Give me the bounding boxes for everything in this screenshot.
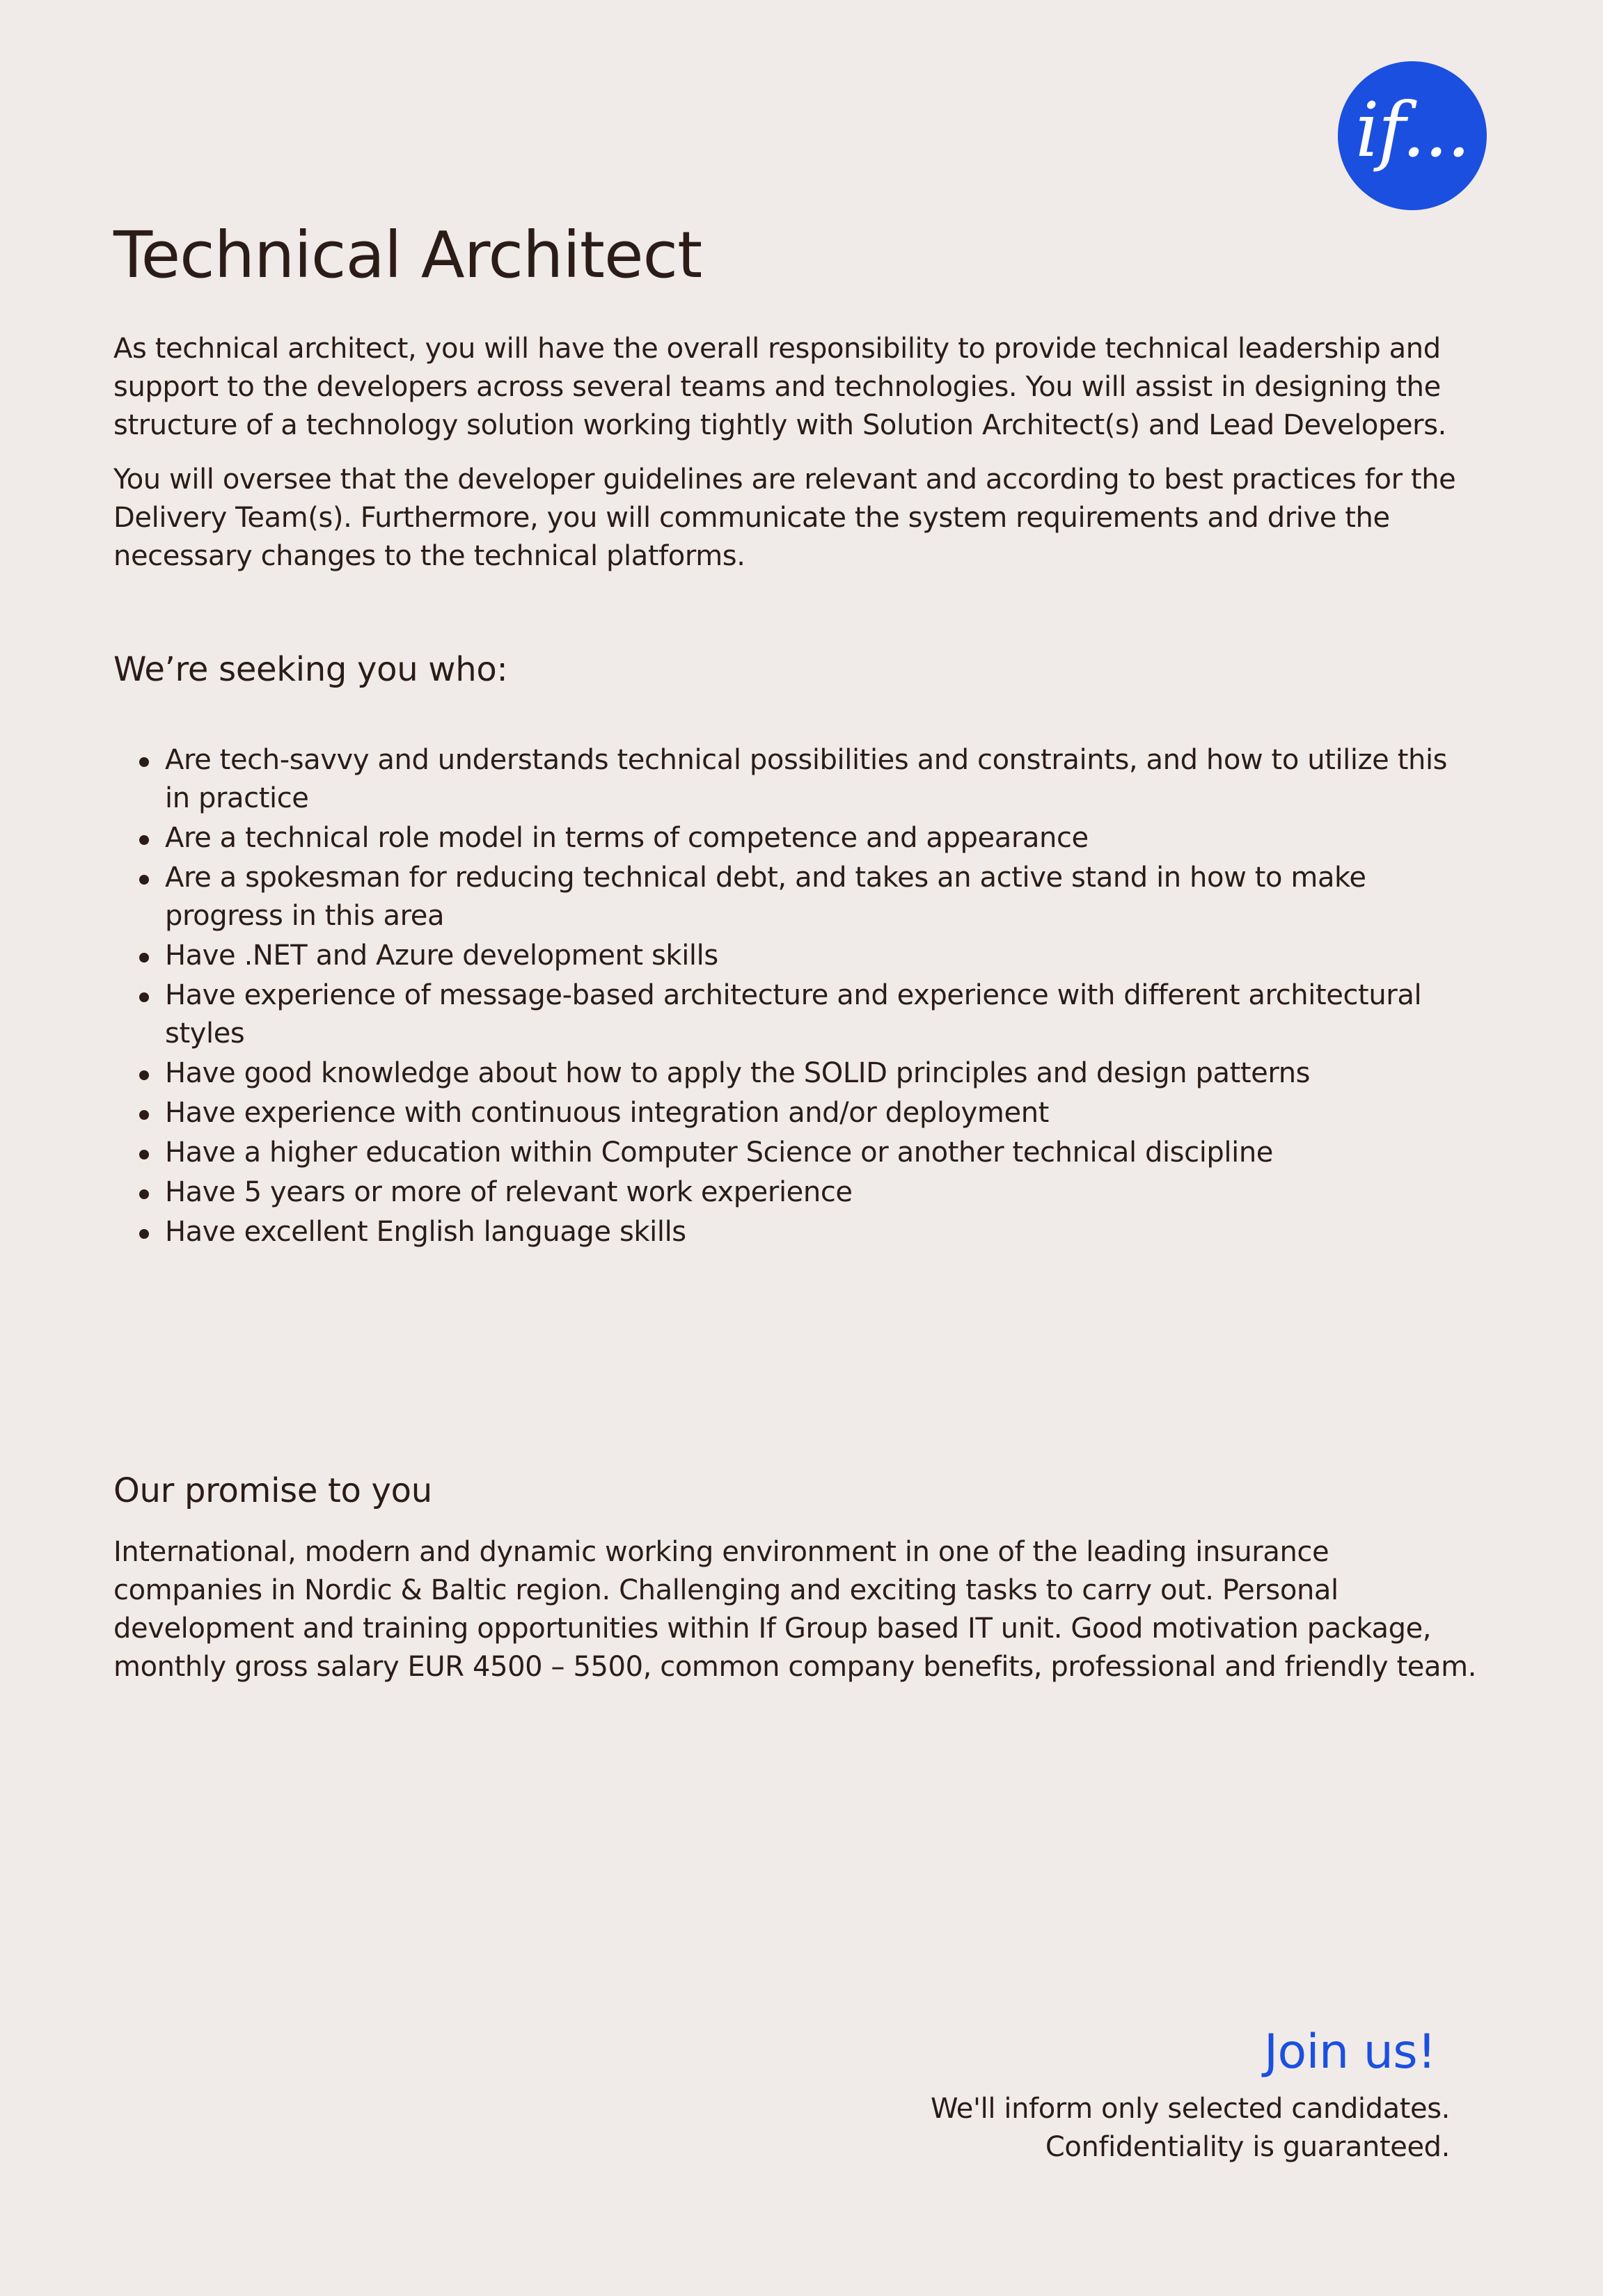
selection-note: We'll inform only selected candidates. bbox=[931, 2093, 1450, 2125]
page-title: Technical Architect bbox=[113, 218, 702, 292]
promise-heading: Our promise to you bbox=[113, 1471, 432, 1510]
list-item: Have experience of message-based architecture and experience with different architectural styles bbox=[165, 976, 1480, 1053]
company-logo bbox=[1338, 61, 1487, 210]
list-item: Are a technical role model in terms of competence and appearance bbox=[165, 819, 1480, 857]
list-item: Have .NET and Azure development skills bbox=[165, 937, 1480, 975]
logo-text: if... bbox=[1355, 87, 1469, 174]
list-item: Have good knowledge about how to apply the SOLID principles and design patterns bbox=[165, 1054, 1480, 1093]
intro-paragraph-1: As technical architect, you will have the overall responsibility to provide technical leadership and support to the developers across several teams and technologies. You will assist in designing the structure of a technology solution working tightly with Solution Architect(s) and Lead Developers. bbox=[113, 333, 1446, 441]
join-us-heading: Join us! bbox=[1263, 2025, 1436, 2080]
promise-text: International, modern and dynamic working environment in one of the leading insurance companies in Nordic & Baltic region. Challenging and exciting tasks to carry out. Personal development and training opportunities within If Group based IT unit. Good motivation package, monthly gross salary EUR 4500 – 5500, common company benefits, professional and friendly team. bbox=[113, 1536, 1477, 1683]
list-item: Have 5 years or more of relevant work experience bbox=[165, 1173, 1480, 1212]
seeking-heading: We’re seeking you who: bbox=[113, 650, 508, 689]
list-item: Have experience with continuous integration and/or deployment bbox=[165, 1094, 1480, 1132]
list-item: Are a spokesman for reducing technical debt, and takes an active stand in how to make progress in this area bbox=[165, 859, 1480, 935]
list-item: Have a higher education within Computer Science or another technical discipline bbox=[165, 1134, 1480, 1172]
intro-paragraph-2: You will oversee that the developer guidelines are relevant and according to best practices for the Delivery Team(s). Furthermore, you will communicate the system requirements and drive the necessary changes to the technical platforms. bbox=[113, 464, 1456, 572]
requirements-list bbox=[165, 741, 1480, 1253]
list-item: Are tech-savvy and understands technical possibilities and constraints, and how to utilize this in practice bbox=[165, 741, 1480, 818]
confidentiality-note: Confidentiality is guaranteed. bbox=[1045, 2131, 1450, 2163]
list-item: Have excellent English language skills bbox=[165, 1213, 1480, 1251]
